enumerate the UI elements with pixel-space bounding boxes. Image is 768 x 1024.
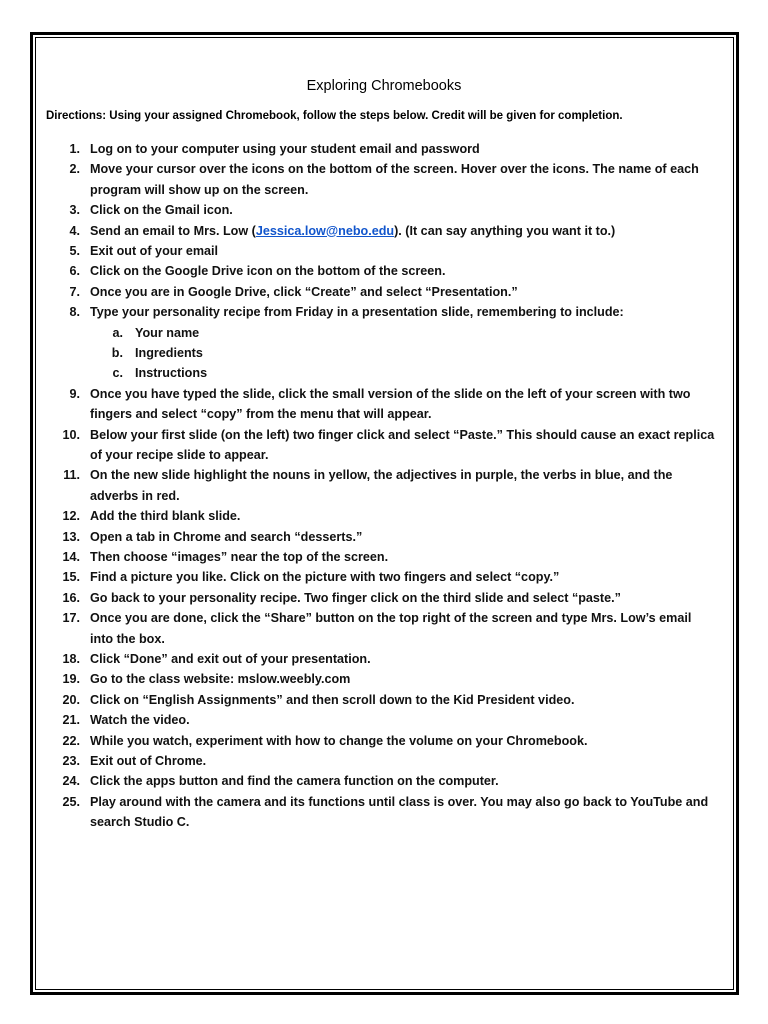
step-number: 8. bbox=[69, 305, 80, 320]
sub-item-text: Ingredients bbox=[135, 346, 203, 360]
step-number: 3. bbox=[69, 203, 80, 218]
step-line: Play around with the camera and its functions until class is over. You may also go back to YouTube and bbox=[90, 794, 709, 809]
step-text bbox=[90, 731, 730, 751]
step-number: 2. bbox=[69, 162, 80, 177]
step-number: 5. bbox=[69, 244, 80, 258]
step-line: Move your cursor over the icons on the bottom of the screen. Hover over the icons. The name of each bbox=[90, 162, 699, 177]
step-number: 15. bbox=[62, 570, 80, 585]
step-text bbox=[90, 425, 730, 466]
document-title: Exploring Chromebooks bbox=[306, 78, 462, 94]
step-number: 19. bbox=[62, 672, 80, 687]
step-line: While you watch, experiment with how to change the volume on your Chromebook. bbox=[90, 733, 588, 748]
step-number: 18. bbox=[62, 652, 80, 666]
step-line: Send an email to Mrs. Low ( bbox=[90, 223, 256, 238]
step-text bbox=[90, 221, 730, 241]
step-line: adverbs in red. bbox=[90, 488, 180, 503]
step-number: 11. bbox=[63, 468, 80, 483]
sub-item-text: Instructions bbox=[135, 366, 208, 381]
step-number: 17. bbox=[62, 611, 80, 626]
step-text bbox=[90, 261, 730, 281]
sub-item-text: Your name bbox=[135, 325, 200, 340]
directions-text: Directions: Using your assigned Chromebook, follow the steps below. Credit will be given for completion. bbox=[46, 110, 623, 122]
step-number: 20. bbox=[62, 692, 80, 707]
step-line: of your recipe slide to appear. bbox=[90, 448, 269, 462]
step-text bbox=[90, 302, 730, 322]
step-line: On the new slide highlight the nouns in yellow, the adjectives in purple, the verbs in blue, and the bbox=[90, 468, 673, 483]
step-number: 16. bbox=[62, 590, 80, 605]
step-line: fingers and select “copy” from the menu that will appear. bbox=[90, 407, 432, 422]
step-line: Type your personality recipe from Friday in a presentation slide, remembering to include: bbox=[90, 305, 624, 320]
step-line: Click the apps button and find the camera function on the computer. bbox=[90, 774, 499, 789]
step-line: Exit out of your email bbox=[90, 244, 219, 258]
step-number: 13. bbox=[62, 529, 80, 544]
step-text bbox=[90, 690, 730, 710]
sub-item-letter: c. bbox=[112, 366, 123, 381]
step-line: Click on the Google Drive icon on the bottom of the screen. bbox=[90, 264, 446, 279]
step-line: Once you are done, click the “Share” button on the top right of the screen and type Mrs. Low’s email bbox=[90, 611, 692, 626]
step-text bbox=[90, 710, 730, 730]
sub-item-letter: a. bbox=[112, 325, 123, 340]
step-line: Log on to your computer using your student email and password bbox=[90, 142, 480, 156]
step-text bbox=[90, 649, 730, 669]
step-number: 14. bbox=[62, 550, 80, 564]
step-text bbox=[90, 282, 730, 302]
step-line: into the box. bbox=[90, 631, 165, 646]
step-number: 10. bbox=[62, 427, 80, 442]
step-line: Go back to your personality recipe. Two finger click on the third slide and select “paste.” bbox=[90, 590, 621, 605]
step-line: Then choose “images” near the top of the screen. bbox=[90, 550, 389, 564]
step-line: Click “Done” and exit out of your presentation. bbox=[90, 652, 371, 666]
step-text bbox=[90, 771, 730, 791]
email-link[interactable]: Jessica.low@nebo.edu bbox=[255, 223, 395, 238]
step-text bbox=[90, 139, 730, 159]
step-text bbox=[90, 669, 730, 689]
step-number: 9. bbox=[69, 386, 80, 401]
step-text bbox=[90, 159, 730, 200]
step-number: 4. bbox=[69, 223, 80, 238]
step-text bbox=[90, 751, 730, 771]
step-number: 12. bbox=[62, 509, 80, 524]
step-text bbox=[90, 527, 730, 547]
sub-item-letter: b. bbox=[111, 346, 123, 360]
step-text bbox=[90, 792, 730, 833]
step-line: Once you have typed the slide, click the small version of the slide on the left of your screen with two bbox=[90, 386, 691, 401]
step-text bbox=[90, 608, 730, 649]
step-number: 25. bbox=[62, 794, 80, 809]
step-text bbox=[90, 200, 730, 220]
step-text bbox=[90, 588, 730, 608]
step-text bbox=[90, 567, 730, 587]
step-line: Watch the video. bbox=[90, 713, 190, 728]
step-text bbox=[90, 241, 730, 261]
step-line: Once you are in Google Drive, click “Create” and select “Presentation.” bbox=[90, 284, 518, 299]
step-text bbox=[90, 465, 730, 506]
step-number: 24. bbox=[62, 774, 80, 789]
step-line: Go to the class website: mslow.weebly.com bbox=[90, 672, 351, 687]
step-line: Exit out of Chrome. bbox=[90, 754, 207, 768]
step-line: search Studio C. bbox=[90, 815, 190, 830]
step-text bbox=[90, 506, 730, 526]
step-line: Open a tab in Chrome and search “desserts.” bbox=[90, 529, 363, 544]
step-line: Click on “English Assignments” and then scroll down to the Kid President video. bbox=[90, 692, 575, 707]
step-number: 7. bbox=[69, 284, 80, 299]
step-number: 22. bbox=[62, 733, 80, 748]
step-text bbox=[90, 547, 730, 567]
step-text-after-link: ). (It can say anything you want it to.) bbox=[394, 223, 616, 238]
step-number: 1. bbox=[69, 142, 80, 156]
step-number: 21. bbox=[62, 713, 80, 728]
step-line: Find a picture you like. Click on the picture with two fingers and select “copy.” bbox=[90, 570, 560, 585]
step-text bbox=[90, 384, 730, 425]
step-line: Below your first slide (on the left) two finger click and select “Paste.” This should cause an exact replica bbox=[90, 427, 715, 442]
step-number: 23. bbox=[62, 754, 80, 768]
step-line: Add the third blank slide. bbox=[90, 509, 241, 524]
step-line: Click on the Gmail icon. bbox=[90, 203, 233, 218]
step-line: program will show up on the screen. bbox=[90, 182, 309, 197]
step-number: 6. bbox=[69, 264, 80, 279]
